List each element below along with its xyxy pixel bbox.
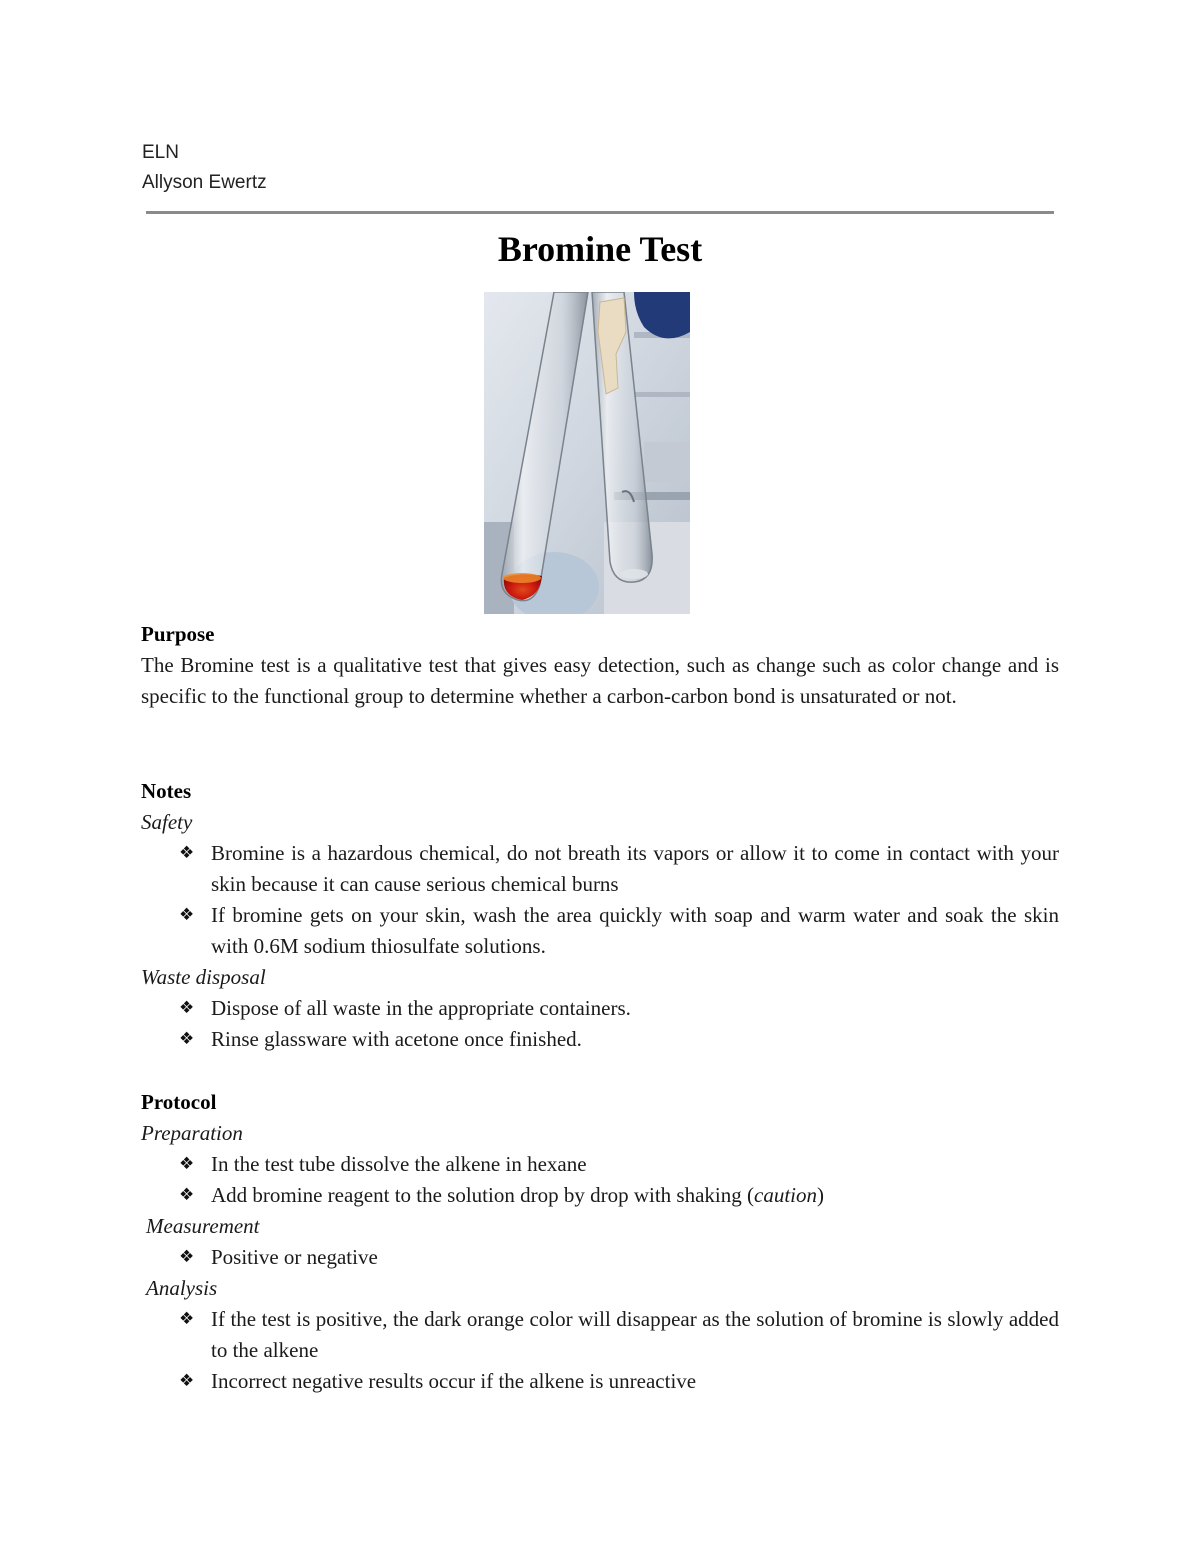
analysis-subheading: Analysis [146, 1276, 218, 1300]
list-item [141, 1304, 1059, 1366]
preparation-subheading: Preparation [141, 1121, 243, 1145]
bullet-icon: ❖ [179, 1309, 195, 1329]
list-item [141, 1024, 1059, 1055]
bullet-icon: ❖ [179, 905, 195, 925]
list-item [141, 1242, 1059, 1273]
list-item-text: If the test is positive, the dark orange color will disappear as the solution of bromine is slowly added to the alkene [211, 1307, 1059, 1362]
purpose-text: The Bromine test is a qualitative test that gives easy detection, such as change such as color change and is specific to the functional group to determine whether a carbon-carbon bond is unsaturated or not. [141, 653, 1059, 708]
bullet-icon: ❖ [179, 998, 195, 1018]
list-item [141, 1180, 1059, 1211]
safety-list [141, 838, 1059, 962]
preparation-list [141, 1149, 1059, 1211]
waste-subheading: Waste disposal [141, 965, 266, 989]
bullet-icon: ❖ [179, 1185, 195, 1205]
list-item [141, 1366, 1059, 1397]
list-item [141, 838, 1059, 900]
protocol-heading: Protocol [141, 1090, 217, 1114]
purpose-heading: Purpose [141, 622, 215, 646]
waste-list [141, 993, 1059, 1055]
caution-note: caution [754, 1183, 817, 1207]
list-item [141, 900, 1059, 962]
protocol-section [141, 1087, 1059, 1397]
bullet-icon: ❖ [179, 1029, 195, 1049]
list-item [141, 1149, 1059, 1180]
list-item [141, 993, 1059, 1024]
measurement-subheading: Measurement [146, 1214, 260, 1238]
test-tubes-photo [484, 292, 690, 614]
list-item-text: Rinse glassware with acetone once finished. [211, 1027, 582, 1051]
bullet-icon: ❖ [179, 1154, 195, 1174]
analysis-list [141, 1304, 1059, 1397]
list-item-text: Positive or negative [211, 1245, 378, 1269]
bullet-icon: ❖ [179, 843, 195, 863]
document-label: ELN [142, 142, 179, 163]
bullet-icon: ❖ [179, 1371, 195, 1391]
list-item-text: Add bromine reagent to the solution drop by drop with shaking ( [211, 1183, 754, 1207]
list-item-text: In the test tube dissolve the alkene in hexane [211, 1152, 587, 1176]
list-item-text: Bromine is a hazardous chemical, do not breath its vapors or allow it to come in contact with your skin because it can cause serious chemical burns [211, 841, 1059, 896]
header-divider [146, 211, 1054, 214]
list-item-text-end: ) [817, 1183, 824, 1207]
list-item-text: Incorrect negative results occur if the alkene is unreactive [211, 1369, 697, 1393]
measurement-list [141, 1242, 1059, 1273]
page-title: Bromine Test [497, 229, 703, 269]
list-item-text: Dispose of all waste in the appropriate containers. [211, 996, 631, 1020]
purpose-section [141, 619, 1059, 712]
list-item-text: If bromine gets on your skin, wash the area quickly with soap and warm water and soak the skin with 0.6M sodium thiosulfate solutions. [211, 903, 1059, 958]
author-name: Allyson Ewertz [142, 172, 267, 193]
notes-heading: Notes [141, 779, 192, 803]
bullet-icon: ❖ [179, 1247, 195, 1267]
notes-section [141, 776, 1059, 1055]
safety-subheading: Safety [141, 810, 193, 834]
